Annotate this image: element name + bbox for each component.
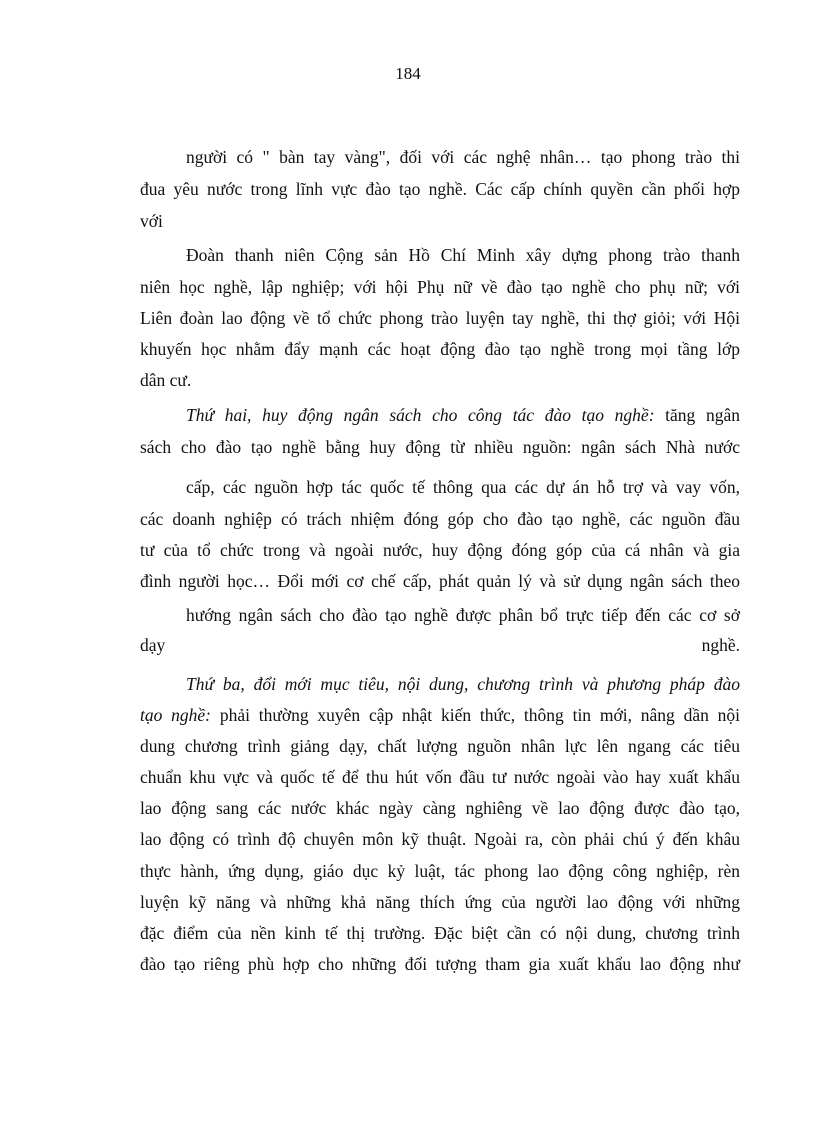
- text-line: đình người học… Đổi mới cơ chế cấp, phát quản lý và sử dụng ngân sách theo: [140, 571, 740, 591]
- text-line: Liên đoàn lao động về tổ chức phong trào luyện tay nghề, thi thợ giỏi; với Hội: [140, 308, 740, 328]
- text-line: cấp, các nguồn hợp tác quốc tế thông qua các dự án hỗ trợ và vay vốn,: [186, 477, 740, 497]
- text-line: với: [140, 211, 163, 231]
- text-line: sách cho đào tạo nghề bằng huy động từ nhiều nguồn: ngân sách Nhà nước: [140, 437, 740, 457]
- text-line: Thứ hai, huy động ngân sách cho công tác đào tạo nghề: tăng ngân: [186, 405, 740, 425]
- text-line: tạo nghề: phải thường xuyên cập nhật kiến thức, thông tin mới, nâng dần nội: [140, 705, 740, 725]
- text-line: Thứ ba, đổi mới mục tiêu, nội dung, chương trình và phương pháp đào: [186, 674, 740, 694]
- text-line: niên học nghề, lập nghiệp; với hội Phụ nữ về đào tạo nghề cho phụ nữ; với: [140, 277, 740, 297]
- text-line: chuẩn khu vực và quốc tế để thu hút vốn đầu tư nước ngoài vào hay xuất khẩu: [140, 767, 740, 787]
- text-line: các doanh nghiệp có trách nhiệm đóng góp cho đào tạo nghề, các nguồn đầu: [140, 509, 740, 529]
- text-line: đào tạo riêng phù hợp cho những đối tượng tham gia xuất khẩu lao động như: [140, 954, 740, 974]
- text-line: dung chương trình giảng dạy, chất lượng nguồn nhân lực lên ngang các tiêu: [140, 736, 740, 756]
- text-line: Đoàn thanh niên Cộng sản Hồ Chí Minh xây dựng phong trào thanh: [186, 245, 740, 265]
- text-line: tư của tổ chức trong và ngoài nước, huy động đóng góp của cá nhân và gia: [140, 540, 740, 560]
- text-line: người có " bàn tay vàng", đối với các nghệ nhân… tạo phong trào thi: [186, 147, 740, 167]
- text-line: luyện kỹ năng và những khả năng thích ứng của người lao động với những: [140, 892, 740, 912]
- text-line: khuyến học nhằm đẩy mạnh các hoạt động đào tạo nghề trong mọi tầng lớp: [140, 339, 740, 359]
- text-line: dân cư.: [140, 370, 192, 390]
- page-number: 184: [395, 64, 421, 83]
- text-line: thực hành, ứng dụng, giáo dục kỷ luật, tác phong lao động công nghiệp, rèn: [140, 861, 740, 881]
- text-line: lao động có trình độ chuyên môn kỹ thuật. Ngoài ra, còn phải chú ý đến khâu: [140, 829, 740, 849]
- text-line: dạy nghề.: [140, 635, 740, 655]
- text-line: đặc điểm của nền kinh tế thị trường. Đặc biệt cần có nội dung, chương trình: [140, 923, 740, 943]
- text-line: hướng ngân sách cho đào tạo nghề được phân bổ trực tiếp đến các cơ sở: [186, 605, 740, 625]
- text-line: lao động sang các nước khác ngày càng nghiêng về lao động được đào tạo,: [140, 798, 740, 818]
- text-line: đua yêu nước trong lĩnh vực đào tạo nghề. Các cấp chính quyền cần phối hợp: [140, 179, 740, 199]
